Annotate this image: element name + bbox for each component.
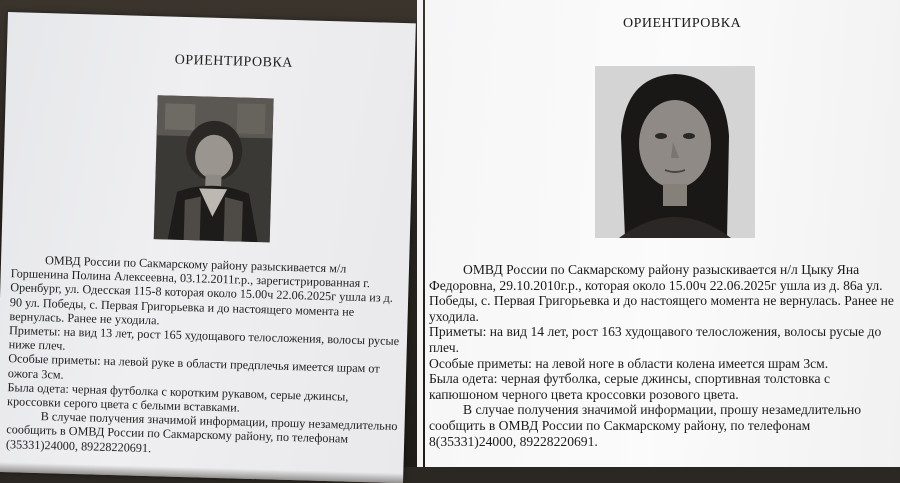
left-notice-paragraph-clothing: Была одета: черная футболка с коротким рукавом, серые джинсы, кроссовки серого цвета с белыми вставками. — [6, 379, 349, 415]
left-notice-sheet — [0, 12, 416, 483]
left-sheet-bottom-shadow — [0, 462, 403, 483]
right-notice-paragraph-features: Приметы: на вид 14 лет, рост 163 худощавого телосложения, волосы русые до плеч. — [429, 324, 882, 355]
right-notice-sheet — [425, 0, 900, 467]
right-notice-paragraph-contact: В случае получения значимой информации, прошу незамедлительно сообщить в ОМВД России по Сакмарскому району, по телефонам 8(35331)24000, 89228220691. — [429, 402, 862, 449]
girl-portrait-icon — [595, 66, 755, 238]
right-notice-body — [429, 262, 897, 449]
left-notice-title: ОРИЕНТИРОВКА — [174, 52, 294, 71]
left-missing-person-photo — [154, 95, 274, 242]
left-notice-paragraph-features: Приметы: на вид 13 лет, рост 165 худощавого телосложения, волосы русые ниже плеч. — [8, 323, 400, 353]
right-notice-title: ОРИЕНТИРОВКА — [623, 16, 742, 31]
image-divider — [417, 0, 423, 467]
left-notice-paragraph-contact: В случае получения значимой информации, прошу незамедлительно сообщить в ОМВД России по Сакмарскому району, по телефонам (35331)24000, 89228220691. — [5, 409, 398, 455]
girl-portrait-icon — [154, 95, 274, 242]
left-notice-paragraph-main: ОМВД России по Сакмарскому району разыскивается м/л Горшенина Полина Алексеевна, 03.12.2011г.р., зарегистрированная г. Оренбург, ул. Одесская 115-8 которая около 15.00ч 22.06.2025г ушла из д. 90 ул. Победы, с. Первая Григорьевка и до настоящего момента не вернулась. Ранее не уходила. — [9, 253, 394, 328]
right-missing-person-photo — [595, 66, 755, 238]
left-notice-body — [6, 252, 403, 462]
right-notice-paragraph-special: Особые приметы: на левой ноге в области колена имеется шрам 3см. — [429, 355, 829, 371]
right-notice-paragraph-clothing: Была одета: черная футболка, серые джинсы, спортивная толстовка с капюшоном черного цвета кроссовки розового цвета. — [429, 371, 830, 402]
left-notice-paragraph-special: Особые приметы: на левой руке в области предплечья имеется шрам от ожога 3см. — [7, 351, 380, 382]
right-notice-paragraph-main: ОМВД России по Сакмарскому району разыскивается н/л Цыку Яна Федоровна, 29.10.2010г.р., которая около 15.00ч 22.06.2025г ушла из д. 86а ул. Победы, с. Первая Григорьевка и до настоящего момента не вернулась. Ранее не уходила. — [429, 262, 894, 324]
